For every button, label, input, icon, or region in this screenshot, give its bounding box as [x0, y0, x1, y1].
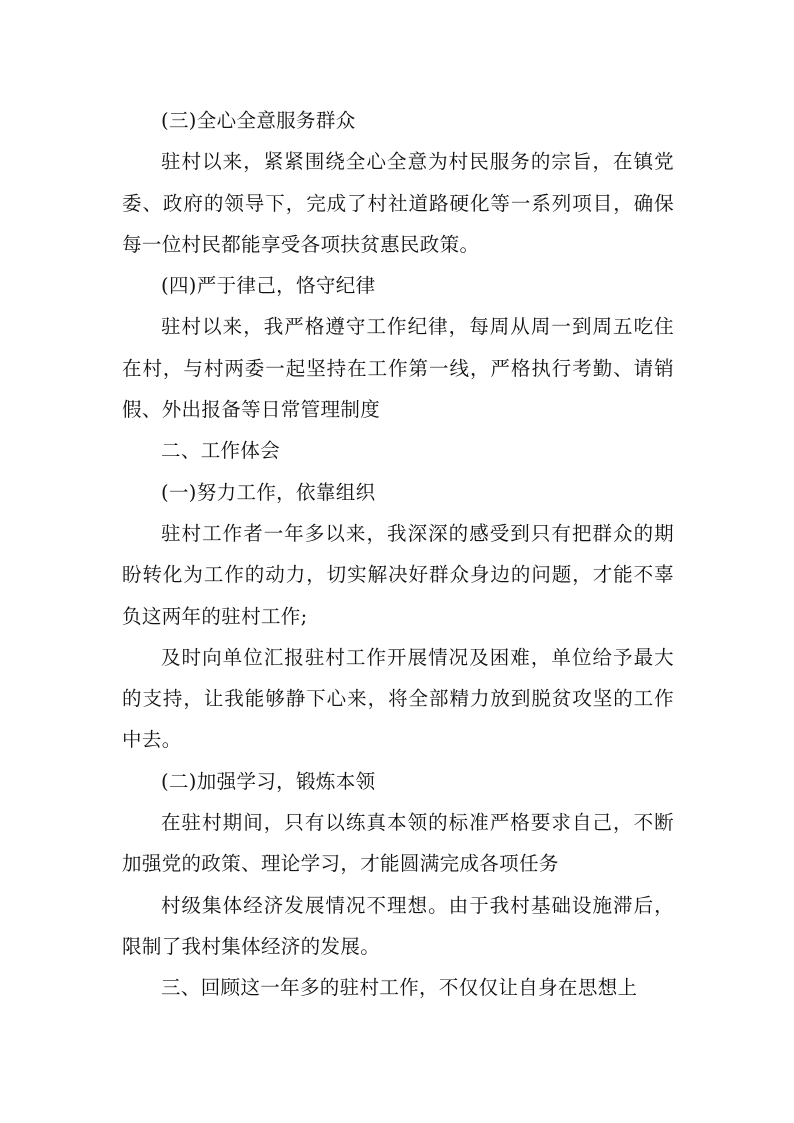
subheading-strengthen-learning: (二)加强学习，锻炼本领	[161, 769, 376, 793]
paragraph-strengthen-learning: 在驻村期间，只有以练真本领的标准严格要求自己，不断加强党的政策、理论学习，才能圆满完成各项任务	[122, 811, 674, 876]
paragraph-serve-masses: 驻村以来，紧紧围绕全心全意为村民服务的宗旨，在镇党委、政府的领导下，完成了村社道路硬化等一系列项目，确保每一位村民都能享受各项扶贫惠民政策。	[122, 150, 674, 256]
document-body	[122, 100, 674, 1009]
paragraph-discipline: 驻村以来，我严格遵守工作纪律，每周从周一到周五吃住在村，与村两委一起坚持在工作第一线，严格执行考勤、请销假、外出报备等日常管理制度	[122, 315, 674, 422]
paragraph-work-hard: 驻村工作者一年多以来，我深深的感受到只有把群众的期盼转化为工作的动力，切实解决好群众身边的问题，才能不辜负这两年的驻村工作;	[122, 521, 674, 628]
subheading-work-hard: (一)努力工作，依靠组织	[161, 480, 376, 504]
section-heading-discipline: (四)严于律己，恪守纪律	[161, 274, 376, 298]
section-heading-work-experience: 二、工作体会	[161, 439, 281, 463]
paragraph-collective-economy: 村级集体经济发展情况不理想。由于我村基础设施滞后，限制了我村集体经济的发展。	[122, 893, 674, 958]
paragraph-report-to-unit: 及时向单位汇报驻村工作开展情况及困难，单位给予最大的支持，让我能够静下心来，将全部精力放到脱贫攻坚的工作中去。	[122, 645, 674, 752]
paragraph-review: 三、回顾这一年多的驻村工作，不仅仅让自身在思想上	[161, 976, 638, 1000]
section-heading-serve-masses: (三)全心全意服务群众	[161, 109, 356, 132]
